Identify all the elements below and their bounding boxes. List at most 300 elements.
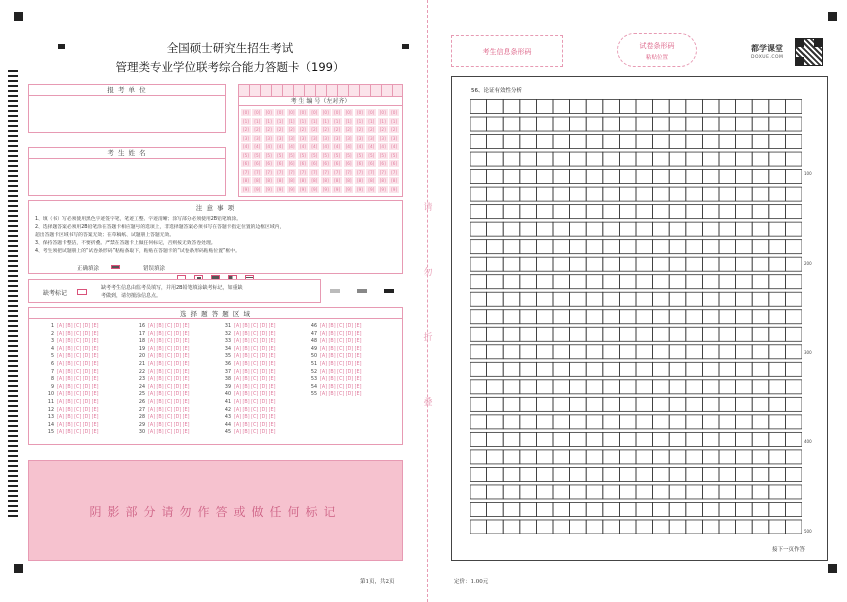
exam-digit-bubble[interactable]: [8] bbox=[311, 178, 318, 183]
essay-cell[interactable] bbox=[769, 135, 786, 149]
essay-cell[interactable] bbox=[736, 275, 753, 289]
essay-cell[interactable] bbox=[785, 222, 802, 236]
essay-cell[interactable] bbox=[487, 292, 504, 306]
essay-cell[interactable] bbox=[553, 292, 570, 306]
exam-digit-bubble[interactable]: [4] bbox=[391, 144, 398, 149]
essay-cell[interactable] bbox=[636, 100, 653, 114]
exam-digit-bubble[interactable]: [6] bbox=[391, 161, 398, 166]
choice-row[interactable] bbox=[220, 370, 275, 375]
essay-grid[interactable] bbox=[470, 96, 802, 534]
exam-digit-bubble[interactable]: [4] bbox=[299, 144, 306, 149]
essay-cell[interactable] bbox=[520, 170, 537, 184]
essay-cell[interactable] bbox=[619, 432, 636, 446]
essay-cell[interactable] bbox=[702, 205, 719, 219]
essay-cell[interactable] bbox=[719, 362, 736, 376]
essay-cell[interactable] bbox=[603, 450, 620, 464]
essay-cell[interactable] bbox=[586, 152, 603, 166]
essay-cell[interactable] bbox=[719, 170, 736, 184]
essay-cell[interactable] bbox=[702, 485, 719, 499]
essay-cell[interactable] bbox=[520, 292, 537, 306]
exam-digit-bubble[interactable]: [8] bbox=[322, 178, 329, 183]
essay-cell[interactable] bbox=[487, 380, 504, 394]
essay-cell[interactable] bbox=[702, 345, 719, 359]
exam-digit-bubble[interactable]: [5] bbox=[265, 152, 272, 158]
essay-cell[interactable] bbox=[669, 345, 686, 359]
choice-options[interactable]: [A] [B] [C] [D] [E] bbox=[234, 362, 276, 367]
essay-cell[interactable] bbox=[669, 520, 686, 534]
essay-cell[interactable] bbox=[636, 432, 653, 446]
choice-row[interactable] bbox=[134, 347, 189, 352]
exam-digit-bubble[interactable]: [4] bbox=[311, 144, 318, 149]
essay-cell[interactable] bbox=[669, 502, 686, 516]
choice-row[interactable] bbox=[134, 362, 189, 367]
essay-cell[interactable] bbox=[503, 205, 520, 219]
choice-options[interactable]: [A] [B] [C] [D] [E] bbox=[320, 369, 362, 375]
essay-cell[interactable] bbox=[619, 257, 636, 271]
choice-row[interactable] bbox=[43, 415, 98, 420]
essay-cell[interactable] bbox=[669, 275, 686, 289]
essay-cell[interactable] bbox=[769, 520, 786, 534]
exam-digit-bubble[interactable]: [9] bbox=[254, 186, 261, 192]
choice-options[interactable]: [A] [B] [C] [D] [E] bbox=[234, 407, 276, 413]
essay-cell[interactable] bbox=[586, 415, 603, 429]
essay-cell[interactable] bbox=[719, 432, 736, 446]
essay-cell[interactable] bbox=[636, 345, 653, 359]
essay-cell[interactable] bbox=[536, 485, 553, 499]
choice-options[interactable]: [A] [B] [C] [D] [E] bbox=[148, 415, 190, 421]
essay-cell[interactable] bbox=[769, 362, 786, 376]
essay-cell[interactable] bbox=[752, 275, 769, 289]
essay-cell[interactable] bbox=[553, 310, 570, 324]
exam-digit-bubble[interactable]: [7] bbox=[368, 169, 375, 175]
essay-cell[interactable] bbox=[752, 485, 769, 499]
exam-digit-bubble[interactable]: [2] bbox=[288, 127, 295, 132]
essay-cell[interactable] bbox=[702, 432, 719, 446]
choice-row[interactable] bbox=[134, 400, 189, 405]
essay-cell[interactable] bbox=[603, 292, 620, 306]
essay-cell[interactable] bbox=[536, 257, 553, 271]
essay-cell[interactable] bbox=[570, 467, 587, 481]
essay-cell[interactable] bbox=[702, 152, 719, 166]
choice-row[interactable] bbox=[134, 415, 189, 420]
essay-cell[interactable] bbox=[785, 292, 802, 306]
choice-row[interactable] bbox=[220, 400, 275, 405]
essay-cell[interactable] bbox=[487, 170, 504, 184]
essay-cell[interactable] bbox=[636, 205, 653, 219]
essay-cell[interactable] bbox=[619, 450, 636, 464]
essay-cell[interactable] bbox=[653, 485, 670, 499]
essay-cell[interactable] bbox=[769, 345, 786, 359]
choice-options[interactable]: [A] [B] [C] [D] [E] bbox=[57, 415, 99, 421]
essay-cell[interactable] bbox=[752, 345, 769, 359]
essay-cell[interactable] bbox=[702, 397, 719, 411]
exam-digit-bubble[interactable]: [3] bbox=[356, 135, 363, 141]
essay-cell[interactable] bbox=[503, 100, 520, 114]
essay-cell[interactable] bbox=[702, 222, 719, 236]
exam-digit-bubble[interactable]: [9] bbox=[356, 186, 363, 192]
essay-cell[interactable] bbox=[470, 240, 487, 254]
essay-cell[interactable] bbox=[736, 187, 753, 201]
essay-cell[interactable] bbox=[785, 362, 802, 376]
essay-cell[interactable] bbox=[736, 310, 753, 324]
essay-cell[interactable] bbox=[553, 257, 570, 271]
essay-cell[interactable] bbox=[603, 467, 620, 481]
essay-cell[interactable] bbox=[619, 240, 636, 254]
essay-cell[interactable] bbox=[586, 187, 603, 201]
essay-cell[interactable] bbox=[470, 100, 487, 114]
choice-row[interactable] bbox=[306, 332, 361, 337]
essay-cell[interactable] bbox=[570, 520, 587, 534]
essay-cell[interactable] bbox=[669, 450, 686, 464]
essay-cell[interactable] bbox=[470, 205, 487, 219]
essay-cell[interactable] bbox=[503, 310, 520, 324]
essay-cell[interactable] bbox=[503, 502, 520, 516]
essay-cell[interactable] bbox=[686, 222, 703, 236]
exam-digit-bubble[interactable]: [0] bbox=[242, 110, 249, 115]
exam-digit-bubble[interactable]: [5] bbox=[379, 152, 386, 158]
exam-digit-bubble[interactable]: [8] bbox=[299, 178, 306, 183]
exam-digit-bubble[interactable]: [1] bbox=[368, 118, 375, 124]
essay-cell[interactable] bbox=[619, 502, 636, 516]
essay-cell[interactable] bbox=[653, 467, 670, 481]
exam-digit-bubble[interactable]: [7] bbox=[299, 169, 306, 175]
essay-cell[interactable] bbox=[586, 205, 603, 219]
essay-cell[interactable] bbox=[719, 397, 736, 411]
essay-cell[interactable] bbox=[570, 100, 587, 114]
essay-cell[interactable] bbox=[586, 257, 603, 271]
essay-cell[interactable] bbox=[669, 100, 686, 114]
essay-cell[interactable] bbox=[470, 415, 487, 429]
choice-options[interactable]: [A] [B] [C] [D] [E] bbox=[234, 430, 276, 436]
essay-cell[interactable] bbox=[503, 222, 520, 236]
essay-cell[interactable] bbox=[487, 502, 504, 516]
essay-cell[interactable] bbox=[553, 415, 570, 429]
essay-cell[interactable] bbox=[686, 415, 703, 429]
essay-cell[interactable] bbox=[669, 467, 686, 481]
essay-cell[interactable] bbox=[536, 240, 553, 254]
choice-options[interactable]: [A] [B] [C] [D] [E] bbox=[234, 331, 276, 337]
essay-cell[interactable] bbox=[536, 502, 553, 516]
essay-cell[interactable] bbox=[752, 450, 769, 464]
essay-cell[interactable] bbox=[752, 292, 769, 306]
essay-cell[interactable] bbox=[752, 310, 769, 324]
exam-digit-bubble[interactable]: [9] bbox=[391, 186, 398, 192]
exam-digit-bubble[interactable]: [6] bbox=[254, 161, 261, 166]
essay-cell[interactable] bbox=[653, 275, 670, 289]
choice-row[interactable] bbox=[43, 408, 98, 413]
essay-cell[interactable] bbox=[736, 327, 753, 341]
essay-cell[interactable] bbox=[619, 345, 636, 359]
essay-cell[interactable] bbox=[570, 345, 587, 359]
essay-cell[interactable] bbox=[785, 100, 802, 114]
essay-cell[interactable] bbox=[586, 100, 603, 114]
exam-digit-bubble[interactable]: [3] bbox=[391, 135, 398, 141]
essay-cell[interactable] bbox=[769, 450, 786, 464]
essay-cell[interactable] bbox=[586, 432, 603, 446]
exam-digit-bubble[interactable]: [2] bbox=[345, 127, 352, 132]
essay-cell[interactable] bbox=[570, 292, 587, 306]
essay-cell[interactable] bbox=[653, 345, 670, 359]
essay-cell[interactable] bbox=[520, 257, 537, 271]
essay-cell[interactable] bbox=[653, 135, 670, 149]
choice-row[interactable] bbox=[220, 408, 275, 413]
essay-cell[interactable] bbox=[603, 432, 620, 446]
essay-cell[interactable] bbox=[603, 397, 620, 411]
essay-cell[interactable] bbox=[603, 415, 620, 429]
essay-cell[interactable] bbox=[686, 502, 703, 516]
essay-cell[interactable] bbox=[785, 275, 802, 289]
essay-cell[interactable] bbox=[553, 450, 570, 464]
exam-digit-bubble[interactable]: [9] bbox=[334, 186, 341, 192]
exam-digit-bubble[interactable]: [8] bbox=[345, 178, 352, 183]
essay-cell[interactable] bbox=[669, 310, 686, 324]
essay-cell[interactable] bbox=[536, 415, 553, 429]
essay-cell[interactable] bbox=[520, 450, 537, 464]
choice-row[interactable] bbox=[306, 392, 361, 397]
exam-digit-bubble[interactable]: [2] bbox=[299, 127, 306, 132]
choice-options[interactable]: [A] [B] [C] [D] [E] bbox=[234, 392, 276, 398]
essay-cell[interactable] bbox=[719, 152, 736, 166]
essay-cell[interactable] bbox=[736, 397, 753, 411]
exam-digit-bubble[interactable]: [9] bbox=[322, 186, 329, 192]
essay-cell[interactable] bbox=[536, 467, 553, 481]
essay-cell[interactable] bbox=[686, 100, 703, 114]
essay-cell[interactable] bbox=[702, 170, 719, 184]
essay-cell[interactable] bbox=[470, 485, 487, 499]
essay-cell[interactable] bbox=[603, 502, 620, 516]
essay-cell[interactable] bbox=[570, 397, 587, 411]
essay-cell[interactable] bbox=[603, 152, 620, 166]
choice-options[interactable]: [A] [B] [C] [D] [E] bbox=[57, 362, 99, 367]
essay-cell[interactable] bbox=[785, 257, 802, 271]
choice-row[interactable] bbox=[306, 339, 361, 344]
choice-options[interactable]: [A] [B] [C] [D] [E] bbox=[320, 354, 362, 360]
essay-cell[interactable] bbox=[553, 327, 570, 341]
essay-cell[interactable] bbox=[785, 502, 802, 516]
essay-cell[interactable] bbox=[769, 467, 786, 481]
essay-cell[interactable] bbox=[719, 415, 736, 429]
exam-digit-bubble[interactable]: [1] bbox=[311, 118, 318, 124]
essay-cell[interactable] bbox=[603, 380, 620, 394]
exam-digit-bubble[interactable]: [1] bbox=[265, 118, 272, 124]
choice-row[interactable] bbox=[43, 377, 98, 382]
essay-cell[interactable] bbox=[470, 432, 487, 446]
essay-cell[interactable] bbox=[752, 362, 769, 376]
choice-row[interactable] bbox=[306, 354, 361, 359]
choice-row[interactable] bbox=[220, 415, 275, 420]
essay-cell[interactable] bbox=[553, 275, 570, 289]
exam-digit-bubble[interactable]: [0] bbox=[265, 110, 272, 115]
essay-cell[interactable] bbox=[736, 292, 753, 306]
choice-row[interactable] bbox=[134, 354, 189, 359]
exam-digit-bubble[interactable]: [6] bbox=[242, 161, 249, 166]
exam-digit-bubble[interactable]: [7] bbox=[277, 169, 284, 175]
choice-options[interactable]: [A] [B] [C] [D] [E] bbox=[148, 377, 190, 383]
essay-cell[interactable] bbox=[719, 380, 736, 394]
exam-digit-bubble[interactable]: [2] bbox=[311, 127, 318, 132]
choice-row[interactable] bbox=[43, 354, 98, 359]
choice-row[interactable] bbox=[43, 339, 98, 344]
choice-options[interactable]: [A] [B] [C] [D] [E] bbox=[57, 422, 99, 428]
essay-cell[interactable] bbox=[619, 117, 636, 131]
essay-cell[interactable] bbox=[586, 240, 603, 254]
exam-digit-bubble[interactable]: [6] bbox=[265, 161, 272, 166]
exam-digit-bubble[interactable]: [4] bbox=[322, 144, 329, 149]
exam-digit-bubble[interactable]: [6] bbox=[368, 161, 375, 166]
exam-digit-bubble[interactable]: [0] bbox=[379, 110, 386, 115]
essay-cell[interactable] bbox=[536, 275, 553, 289]
essay-cell[interactable] bbox=[553, 397, 570, 411]
essay-cell[interactable] bbox=[619, 327, 636, 341]
exam-digit-bubble[interactable]: [5] bbox=[322, 152, 329, 158]
essay-cell[interactable] bbox=[570, 205, 587, 219]
essay-cell[interactable] bbox=[785, 520, 802, 534]
essay-cell[interactable] bbox=[553, 467, 570, 481]
essay-cell[interactable] bbox=[686, 397, 703, 411]
choice-options[interactable]: [A] [B] [C] [D] [E] bbox=[57, 346, 99, 352]
choice-row[interactable] bbox=[220, 332, 275, 337]
essay-cell[interactable] bbox=[619, 275, 636, 289]
essay-cell[interactable] bbox=[702, 327, 719, 341]
essay-cell[interactable] bbox=[503, 397, 520, 411]
essay-cell[interactable] bbox=[503, 380, 520, 394]
essay-cell[interactable] bbox=[553, 485, 570, 499]
essay-cell[interactable] bbox=[702, 467, 719, 481]
exam-digit-bubble[interactable]: [9] bbox=[345, 186, 352, 192]
essay-cell[interactable] bbox=[603, 257, 620, 271]
essay-cell[interactable] bbox=[503, 415, 520, 429]
essay-cell[interactable] bbox=[503, 432, 520, 446]
essay-cell[interactable] bbox=[503, 520, 520, 534]
essay-cell[interactable] bbox=[619, 415, 636, 429]
choice-options[interactable]: [A] [B] [C] [D] [E] bbox=[57, 407, 99, 413]
choice-row[interactable] bbox=[134, 408, 189, 413]
essay-cell[interactable] bbox=[669, 117, 686, 131]
essay-cell[interactable] bbox=[619, 310, 636, 324]
essay-cell[interactable] bbox=[769, 380, 786, 394]
choice-row[interactable] bbox=[43, 400, 98, 405]
exam-digit-bubble[interactable]: [3] bbox=[288, 135, 295, 141]
essay-cell[interactable] bbox=[636, 327, 653, 341]
exam-digit-bubble[interactable]: [4] bbox=[288, 144, 295, 149]
essay-cell[interactable] bbox=[470, 257, 487, 271]
essay-cell[interactable] bbox=[586, 327, 603, 341]
essay-cell[interactable] bbox=[769, 222, 786, 236]
essay-cell[interactable] bbox=[520, 485, 537, 499]
essay-cell[interactable] bbox=[636, 275, 653, 289]
essay-cell[interactable] bbox=[520, 432, 537, 446]
exam-digit-bubble[interactable]: [7] bbox=[288, 169, 295, 175]
essay-cell[interactable] bbox=[520, 397, 537, 411]
essay-cell[interactable] bbox=[736, 467, 753, 481]
essay-cell[interactable] bbox=[586, 467, 603, 481]
choice-row[interactable] bbox=[43, 362, 98, 367]
essay-cell[interactable] bbox=[570, 135, 587, 149]
essay-cell[interactable] bbox=[487, 432, 504, 446]
choice-options[interactable]: [A] [B] [C] [D] [E] bbox=[57, 331, 99, 337]
choice-options[interactable]: [A] [B] [C] [D] [E] bbox=[57, 369, 99, 375]
essay-cell[interactable] bbox=[520, 100, 537, 114]
choice-options[interactable]: [A] [B] [C] [D] [E] bbox=[57, 339, 99, 345]
essay-cell[interactable] bbox=[669, 380, 686, 394]
essay-cell[interactable] bbox=[586, 485, 603, 499]
essay-cell[interactable] bbox=[520, 152, 537, 166]
choice-row[interactable] bbox=[43, 423, 98, 428]
essay-cell[interactable] bbox=[752, 187, 769, 201]
exam-digit-bubble[interactable]: [6] bbox=[322, 161, 329, 166]
essay-cell[interactable] bbox=[603, 135, 620, 149]
essay-cell[interactable] bbox=[752, 152, 769, 166]
essay-cell[interactable] bbox=[736, 257, 753, 271]
choice-row[interactable] bbox=[220, 385, 275, 390]
essay-cell[interactable] bbox=[487, 310, 504, 324]
essay-cell[interactable] bbox=[520, 362, 537, 376]
essay-cell[interactable] bbox=[603, 222, 620, 236]
choice-row[interactable] bbox=[43, 392, 98, 397]
exam-digit-bubble[interactable]: [1] bbox=[242, 118, 249, 124]
choice-options[interactable]: [A] [B] [C] [D] [E] bbox=[57, 324, 99, 329]
essay-cell[interactable] bbox=[636, 152, 653, 166]
exam-digit-bubble[interactable]: [7] bbox=[322, 169, 329, 175]
essay-cell[interactable] bbox=[503, 170, 520, 184]
essay-cell[interactable] bbox=[752, 257, 769, 271]
essay-cell[interactable] bbox=[586, 135, 603, 149]
essay-cell[interactable] bbox=[570, 380, 587, 394]
choice-row[interactable] bbox=[306, 377, 361, 382]
essay-cell[interactable] bbox=[785, 345, 802, 359]
exam-digit-bubble[interactable]: [6] bbox=[356, 161, 363, 166]
essay-cell[interactable] bbox=[752, 415, 769, 429]
choice-options[interactable]: [A] [B] [C] [D] [E] bbox=[148, 324, 190, 329]
essay-cell[interactable] bbox=[586, 502, 603, 516]
essay-cell[interactable] bbox=[653, 432, 670, 446]
essay-cell[interactable] bbox=[536, 362, 553, 376]
essay-cell[interactable] bbox=[653, 170, 670, 184]
essay-cell[interactable] bbox=[586, 345, 603, 359]
essay-cell[interactable] bbox=[785, 310, 802, 324]
essay-cell[interactable] bbox=[752, 170, 769, 184]
exam-digit-bubble[interactable]: [2] bbox=[368, 127, 375, 132]
essay-cell[interactable] bbox=[536, 187, 553, 201]
essay-cell[interactable] bbox=[686, 450, 703, 464]
essay-cell[interactable] bbox=[636, 310, 653, 324]
essay-cell[interactable] bbox=[686, 205, 703, 219]
choice-options[interactable]: [A] [B] [C] [D] [E] bbox=[234, 422, 276, 428]
exam-digit-bubble[interactable]: [9] bbox=[265, 186, 272, 192]
choice-row[interactable] bbox=[43, 430, 98, 435]
essay-cell[interactable] bbox=[669, 240, 686, 254]
essay-cell[interactable] bbox=[503, 450, 520, 464]
essay-cell[interactable] bbox=[520, 415, 537, 429]
essay-cell[interactable] bbox=[553, 135, 570, 149]
exam-digit-bubble[interactable]: [6] bbox=[334, 161, 341, 166]
essay-cell[interactable] bbox=[686, 345, 703, 359]
choice-row[interactable] bbox=[134, 430, 189, 435]
essay-cell[interactable] bbox=[603, 310, 620, 324]
essay-cell[interactable] bbox=[520, 327, 537, 341]
essay-cell[interactable] bbox=[686, 117, 703, 131]
essay-cell[interactable] bbox=[669, 397, 686, 411]
essay-cell[interactable] bbox=[553, 502, 570, 516]
choice-options[interactable]: [A] [B] [C] [D] [E] bbox=[320, 324, 362, 329]
choice-options[interactable]: [A] [B] [C] [D] [E] bbox=[148, 407, 190, 413]
essay-cell[interactable] bbox=[553, 240, 570, 254]
choice-options[interactable]: [A] [B] [C] [D] [E] bbox=[148, 339, 190, 345]
essay-cell[interactable] bbox=[653, 327, 670, 341]
exam-digit-bubble[interactable]: [0] bbox=[322, 110, 329, 115]
essay-cell[interactable] bbox=[536, 117, 553, 131]
essay-cell[interactable] bbox=[470, 117, 487, 131]
